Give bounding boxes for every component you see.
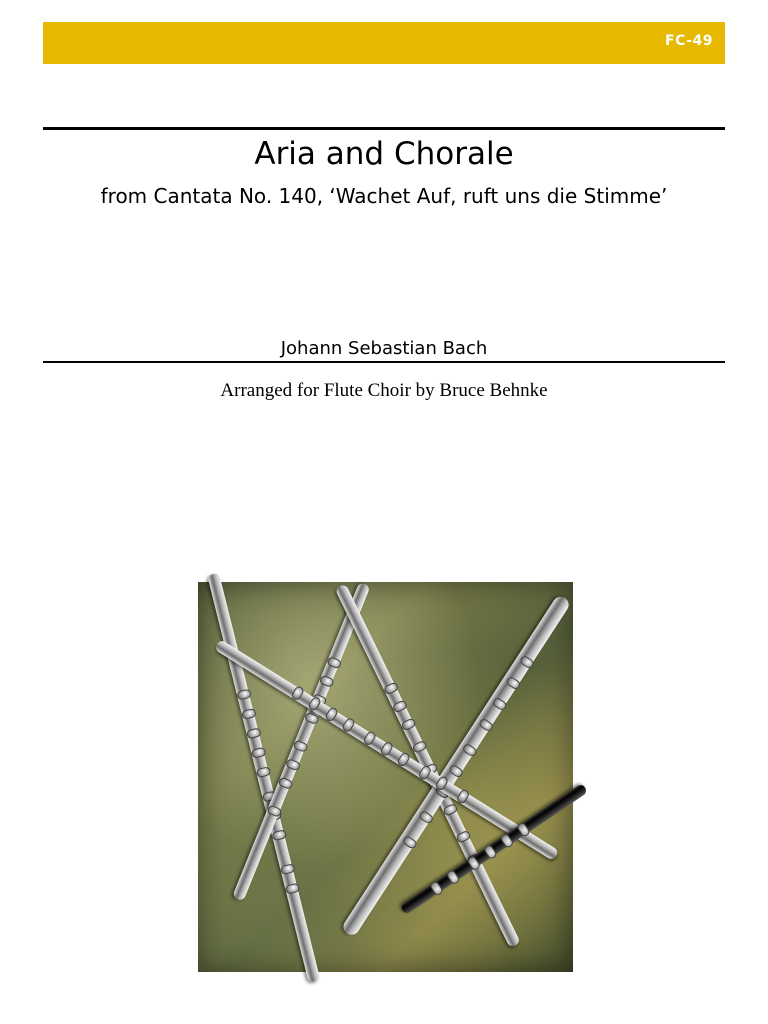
composer-name: Johann Sebastian Bach	[280, 338, 488, 359]
catalog-number: FC-49	[665, 33, 713, 49]
flute-collage-image	[195, 560, 590, 975]
arranger-credit: Arranged for Flute Choir by Bruce Behnke	[220, 380, 548, 401]
header-bar	[43, 22, 725, 64]
top-rule	[43, 127, 725, 130]
page-title: Aria and Chorale	[254, 136, 514, 172]
sheet-music-background	[198, 582, 573, 972]
subtitle: from Cantata No. 140, ‘Wachet Auf, ruft uns die Stimme’	[100, 184, 668, 208]
composer-rule	[43, 361, 725, 363]
